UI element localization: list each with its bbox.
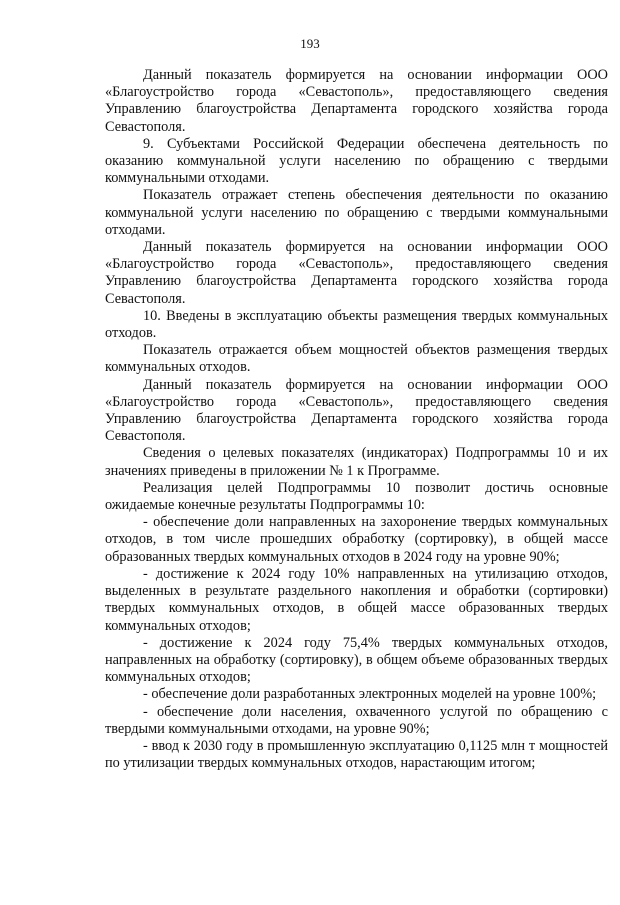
paragraph: 9. Субъектами Российской Федерации обеспечена деятельность по оказанию коммунальной услуги населению по обращению с твердыми коммунальными отходами.	[105, 135, 608, 187]
paragraph: Данный показатель формируется на основании информации ООО «Благоустройство города «Севастополь», предоставляющего сведения Управлению благоустройства Департамента городского хозяйства города Севастополя.	[105, 67, 608, 135]
list-item: - ввод к 2030 году в промышленную эксплуатацию 0,1125 млн т мощностей по утилизации твердых коммунальных отходов, нарастающим итогом;	[105, 737, 608, 772]
paragraph: Показатель отражается объем мощностей объектов размещения твердых коммунальных отходов.	[105, 342, 608, 376]
paragraph: Данный показатель формируется на основании информации ООО «Благоустройство города «Севастополь», предоставляющего сведения Управлению благоустройства Департамента городского хозяйства города Севастополя.	[105, 376, 608, 445]
list-item: - обеспечение доли разработанных электронных моделей на уровне 100%;	[143, 686, 597, 703]
page-number: 193	[300, 36, 320, 51]
paragraph: Показатель отражает степень обеспечения деятельности по оказанию коммунальной услуги населению по обращению с твердыми коммунальными отходами.	[105, 187, 608, 238]
list-item: - достижение к 2024 году 10% направленных на утилизацию отходов, выделенных в результате раздельного накопления и обработки (сортировки) твердых коммунальных отходов, в общей массе образованных твердых коммунальных отходов;	[105, 565, 608, 634]
list-item: - обеспечение доли направленных на захоронение твердых коммунальных отходов, в том числе прошедших обработку (сортировку), в общей массе образованных твердых коммунальных отходов в 2024 году на уровне 90%;	[105, 514, 608, 565]
paragraph: Данный показатель формируется на основании информации ООО «Благоустройство города «Севастополь», предоставляющего сведения Управлению благоустройства Департамента городского хозяйства города Севастополя.	[105, 239, 608, 307]
list-item: - достижение к 2024 году 75,4% твердых коммунальных отходов, направленных на обработку (сортировку), в общем объеме образованных твердых коммунальных отходов;	[105, 634, 608, 686]
list-item: - обеспечение доли населения, охваченного услугой по обращению с твердыми коммунальными отходами, на уровне 90%;	[105, 703, 608, 737]
paragraph: 10. Введены в эксплуатацию объекты размещения твердых коммунальных отходов.	[105, 307, 608, 342]
paragraph: Сведения о целевых показателях (индикаторах) Подпрограммы 10 и их значениях приведены в приложении № 1 к Программе.	[105, 445, 608, 479]
document-body	[105, 67, 608, 772]
paragraph: Реализация целей Подпрограммы 10 позволит достичь основные ожидаемые конечные результаты Подпрограммы 10:	[105, 479, 608, 514]
